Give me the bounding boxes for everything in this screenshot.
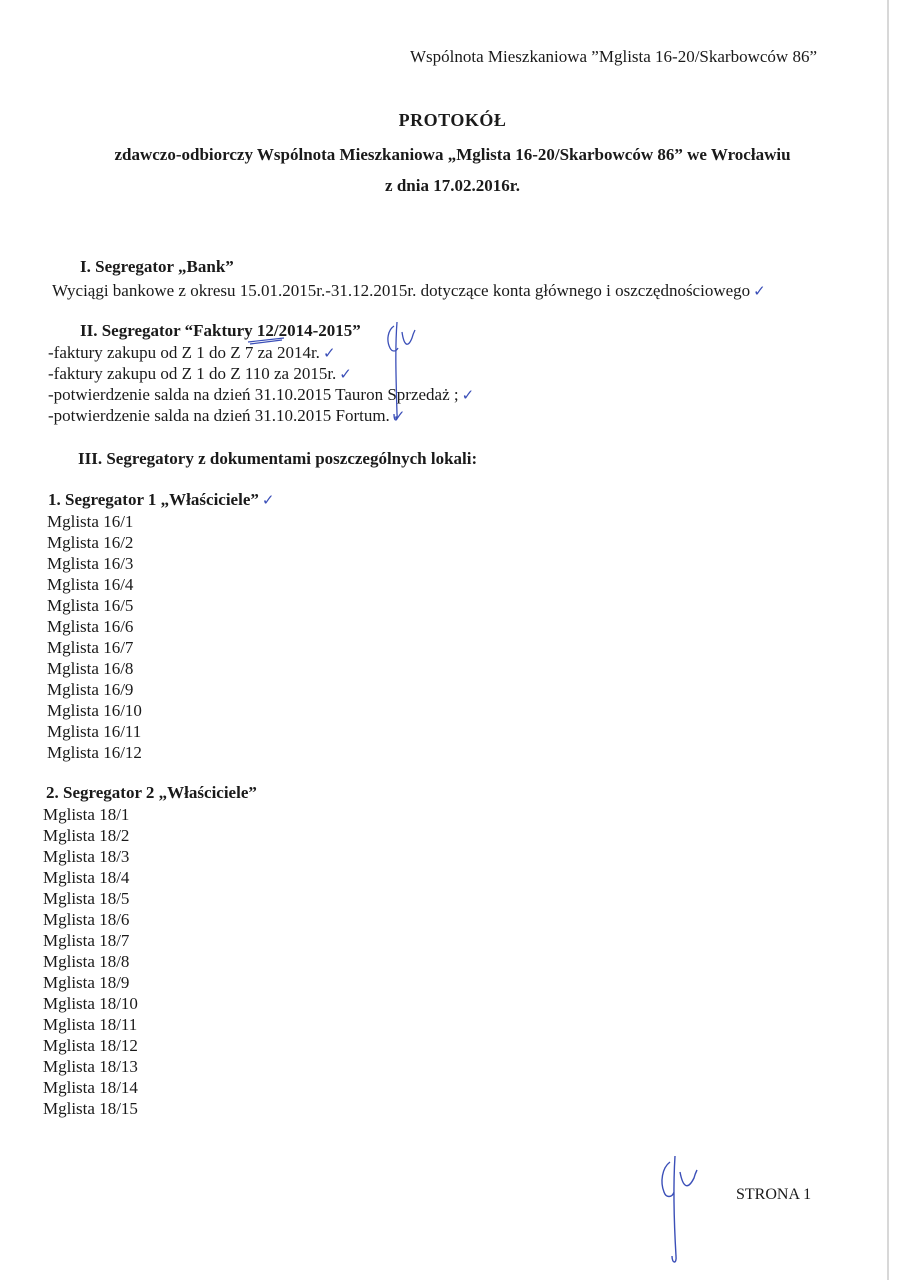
list-item: Mglista 18/13 [43, 1057, 138, 1076]
signature-initials [380, 318, 420, 428]
list-item: Mglista 18/12 [43, 1036, 138, 1055]
list-item: Mglista 18/1 [43, 805, 130, 824]
list-item: Mglista 18/6 [43, 910, 130, 929]
list-item: Mglista 16/9 [47, 680, 134, 699]
list-item: Mglista 18/3 [43, 847, 130, 866]
list-item: Mglista 16/1 [47, 512, 134, 531]
list-item: Mglista 16/3 [47, 554, 134, 573]
section-2-text-4: -potwierdzenie salda na dzień 31.10.2015 Fortum. [48, 406, 390, 425]
check-mark-icon: ✓ [392, 407, 406, 425]
list-item: Mglista 18/11 [43, 1015, 138, 1034]
list-item: Mglista 16/5 [47, 596, 134, 615]
check-mark-icon: ✓ [461, 386, 475, 404]
list-item: Mglista 18/14 [43, 1078, 138, 1097]
list-item: Mglista 18/7 [43, 931, 130, 950]
list-item: Mglista 16/11 [47, 722, 142, 741]
list-item: Mglista 18/2 [43, 826, 130, 845]
list-item: Mglista 16/7 [47, 638, 134, 657]
page-title: PROTOKÓŁ [398, 110, 507, 130]
list-item: Mglista 18/10 [43, 994, 138, 1013]
list-item: Mglista 16/2 [47, 533, 134, 552]
check-mark-icon: ✓ [261, 491, 275, 509]
footer-signature [652, 1152, 702, 1268]
section-2-line-2 [48, 364, 352, 384]
list-item: Mglista 16/4 [47, 575, 134, 594]
list-item: Mglista 18/5 [43, 889, 130, 908]
group-1-heading-text: 1. Segregator 1 „Właściciele” [48, 490, 259, 509]
group-1-list [47, 511, 142, 763]
section-2-heading: II. Segregator “Faktury 12/2014-2015” [80, 321, 361, 340]
document-header: Wspólnota Mieszkaniowa ”Mglista 16-20/Skarbowców 86” [410, 47, 817, 66]
check-mark-icon: ✓ [322, 344, 336, 362]
section-2-line-1 [48, 343, 336, 363]
list-item: Mglista 18/4 [43, 868, 130, 887]
section-2-text-1: -faktury zakupu od Z 1 do Z 7 za 2014r. [48, 343, 320, 362]
check-mark-icon: ✓ [339, 365, 352, 383]
page-number: STRONA 1 [736, 1186, 812, 1203]
group-1-heading [48, 490, 274, 510]
strikethrough-scribble [246, 334, 286, 346]
list-item: Mglista 16/12 [47, 743, 142, 762]
list-item: Mglista 18/8 [43, 952, 130, 971]
page-subtitle: zdawczo-odbiorczy Wspólnota Mieszkaniowa „Mglista 16-20/Skarbowców 86” we Wrocławiu [114, 145, 791, 164]
list-item: Mglista 18/9 [43, 973, 130, 992]
section-1-text: Wyciągi bankowe z okresu 15.01.2015r.-31.12.2015r. dotyczące konta głównego i oszczędnościowego [52, 281, 751, 300]
section-2-text-2: -faktury zakupu od Z 1 do Z 110 za 2015r. [48, 364, 337, 383]
group-2-heading: 2. Segregator 2 „Właściciele” [46, 783, 257, 802]
section-2-line-4 [48, 406, 405, 426]
section-3-heading: III. Segregatory z dokumentami poszczególnych lokali: [78, 449, 478, 468]
document-date: z dnia 17.02.2016r. [385, 176, 520, 195]
list-item: Mglista 16/8 [47, 659, 134, 678]
section-1-heading: I. Segregator „Bank” [80, 257, 234, 276]
list-item: Mglista 16/6 [47, 617, 134, 636]
group-2-list [43, 804, 138, 1119]
list-item: Mglista 18/15 [43, 1099, 138, 1118]
section-2-text-3: -potwierdzenie salda na dzień 31.10.2015 Tauron Sprzedaż ; [48, 385, 459, 404]
check-mark-icon: ✓ [753, 282, 766, 300]
list-item: Mglista 16/10 [47, 701, 142, 720]
section-1-line [52, 281, 766, 301]
